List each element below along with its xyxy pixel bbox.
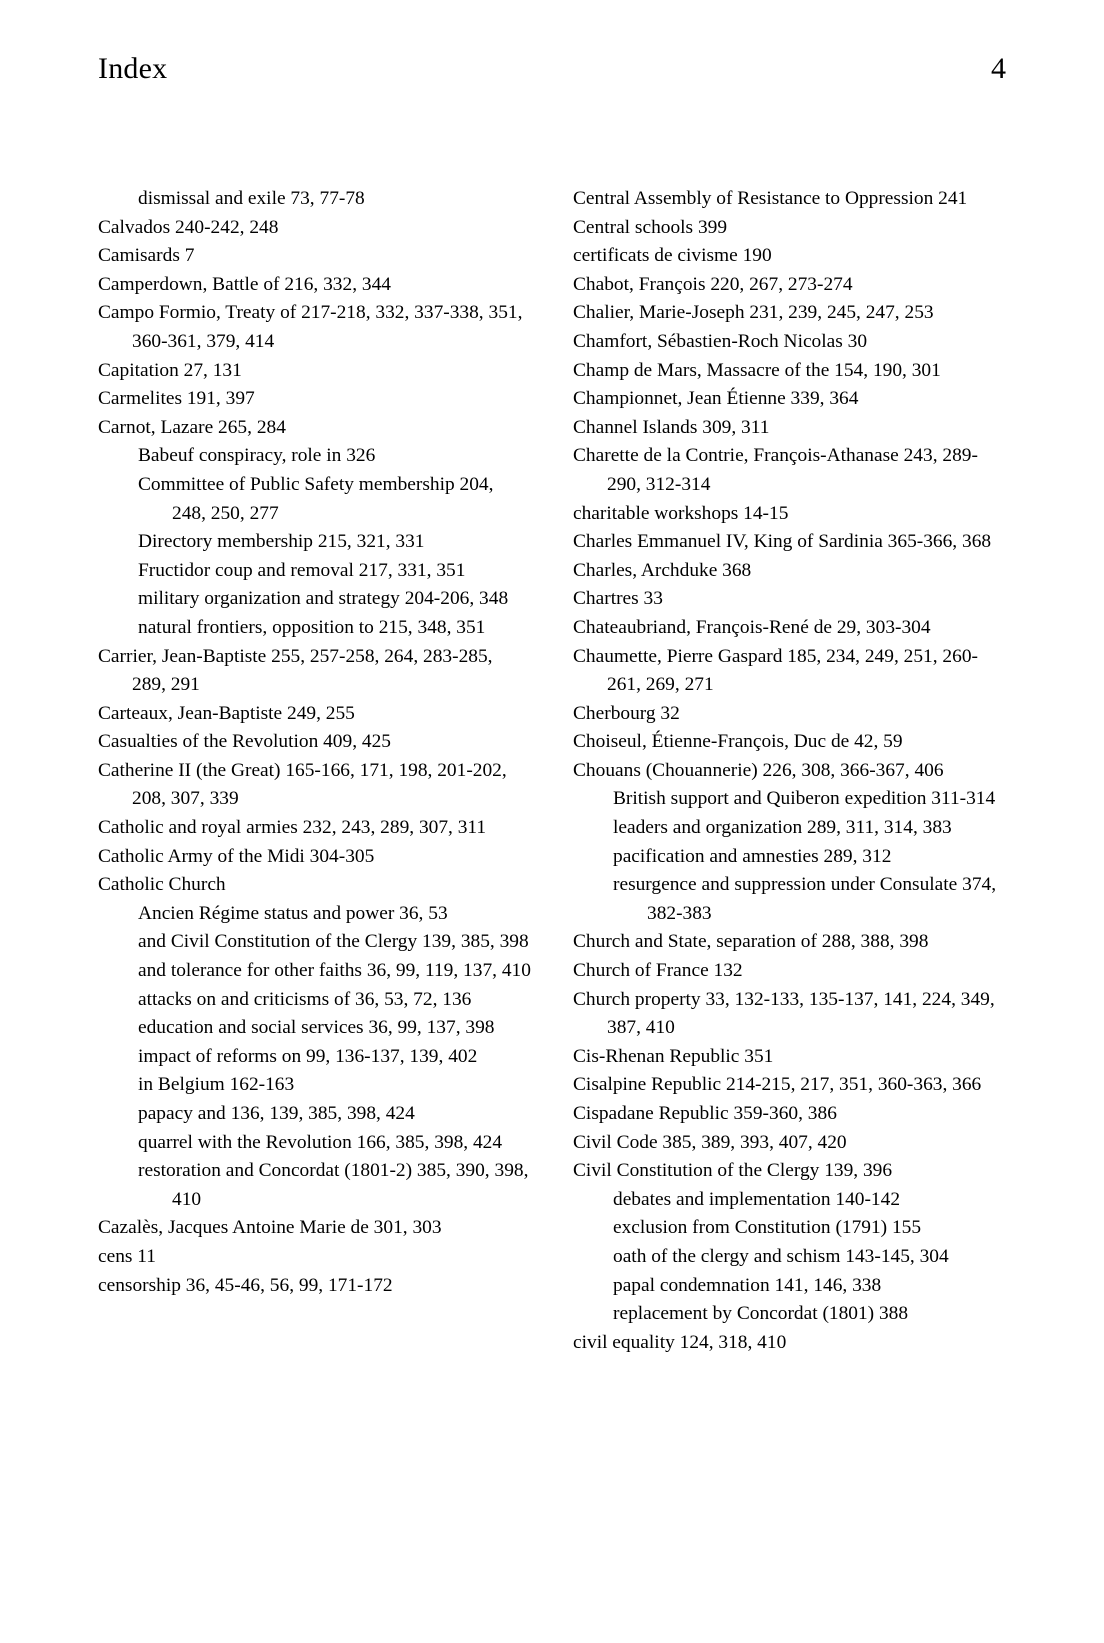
- index-entry: Chouans (Chouannerie) 226, 308, 366-367, 406: [573, 759, 944, 781]
- index-subentry: Babeuf conspiracy, role in 326: [138, 445, 376, 467]
- index-entry: Chalier, Marie-Joseph 231, 239, 245, 247, 253: [573, 302, 934, 324]
- index-subentry: papacy and 136, 139, 385, 398, 424: [138, 1103, 415, 1124]
- index-subentry: and tolerance for other faiths 36, 99, 119, 137, 410: [138, 960, 531, 982]
- index-subentry: Directory membership 215, 321, 331: [138, 531, 425, 553]
- index-entry: Catholic Church: [98, 874, 226, 896]
- index-subentry: restoration and Concordat (1801-2) 385, 390, 398, 410: [138, 1160, 529, 1210]
- index-entry: Catholic Army of the Midi 304-305: [98, 845, 375, 867]
- index-subentry: impact of reforms on 99, 136-137, 139, 402: [138, 1045, 478, 1067]
- index-subentry: natural frontiers, opposition to 215, 348, 351: [138, 616, 486, 638]
- index-entry: Central Assembly of Resistance to Oppression 241: [573, 188, 968, 209]
- page-title: Index: [98, 52, 168, 85]
- index-entry: Church of France 132: [573, 960, 743, 982]
- index-entry: Campo Formio, Treaty of 217-218, 332, 337-338, 351, 360-361, 379, 414: [98, 302, 523, 352]
- index-entry: Choiseul, Étienne-François, Duc de 42, 59: [573, 731, 903, 753]
- index-subentry: resurgence and suppression under Consulate 374, 382-383: [613, 874, 997, 924]
- index-entry: certificats de civisme 190: [573, 245, 772, 267]
- index-body: [98, 185, 1006, 1357]
- index-entry: Cazalès, Jacques Antoine Marie de 301, 303: [98, 1217, 442, 1239]
- index-entry: Civil Code 385, 389, 393, 407, 420: [573, 1131, 847, 1153]
- index-entry: Carnot, Lazare 265, 284: [98, 416, 286, 438]
- index-subentry: military organization and strategy 204-206, 348: [138, 588, 509, 610]
- index-subentry: Committee of Public Safety membership 204, 248, 250, 277: [138, 473, 494, 524]
- index-entry: Charette de la Contrie, François-Athanase 243, 289-290, 312-314: [573, 445, 978, 495]
- index-subentry: replacement by Concordat (1801) 388: [613, 1303, 909, 1325]
- index-entry: Championnet, Jean Étienne 339, 364: [573, 388, 859, 410]
- index-entry: censorship 36, 45-46, 56, 99, 171-172: [98, 1274, 393, 1296]
- index-entry: Church property 33, 132-133, 135-137, 141, 224, 349, 387, 410: [573, 988, 995, 1039]
- index-subentry: exclusion from Constitution (1791) 155: [613, 1217, 922, 1239]
- page-number: 4: [991, 52, 1006, 85]
- index-entry: Cisalpine Republic 214-215, 217, 351, 360-363, 366: [573, 1074, 982, 1096]
- running-head: [98, 52, 1006, 85]
- index-entry: Channel Islands 309, 311: [573, 416, 770, 438]
- index-entry: Casualties of the Revolution 409, 425: [98, 731, 391, 753]
- index-subentry: pacification and amnesties 289, 312: [613, 845, 892, 867]
- index-entry: Carmelites 191, 397: [98, 388, 255, 410]
- index-entry: Catholic and royal armies 232, 243, 289, 307, 311: [98, 817, 487, 839]
- index-entry: cens 11: [98, 1245, 156, 1267]
- index-column-right: [573, 185, 1006, 1357]
- index-column-left: [98, 185, 531, 1357]
- index-subentry: dismissal and exile 73, 77-78: [138, 188, 365, 209]
- index-entry: Carteaux, Jean-Baptiste 249, 255: [98, 702, 355, 724]
- index-entry: Carrier, Jean-Baptiste 255, 257-258, 264, 283-285, 289, 291: [98, 645, 493, 696]
- index-entry: Catherine II (the Great) 165-166, 171, 198, 201-202, 208, 307, 339: [98, 759, 507, 810]
- index-entry: Camisards 7: [98, 245, 195, 267]
- index-entry: Capitation 27, 131: [98, 359, 242, 381]
- index-entry: Chaumette, Pierre Gaspard 185, 234, 249, 251, 260-261, 269, 271: [573, 645, 978, 696]
- index-entry: Civil Constitution of the Clergy 139, 396: [573, 1160, 893, 1182]
- index-subentry: in Belgium 162-163: [138, 1074, 295, 1096]
- index-subentry: education and social services 36, 99, 137, 398: [138, 1017, 495, 1039]
- index-subentry: British support and Quiberon expedition 311-314: [613, 788, 996, 810]
- index-entry: Cis-Rhenan Republic 351: [573, 1045, 774, 1067]
- index-entry: Charles, Archduke 368: [573, 559, 752, 581]
- index-subentry: debates and implementation 140-142: [613, 1188, 901, 1210]
- index-entry: Camperdown, Battle of 216, 332, 344: [98, 273, 391, 295]
- index-entry: Central schools 399: [573, 216, 728, 238]
- index-entry: Chabot, François 220, 267, 273-274: [573, 273, 853, 295]
- index-subentry: and Civil Constitution of the Clergy 139, 385, 398: [138, 931, 529, 953]
- index-entry: Calvados 240-242, 248: [98, 216, 279, 238]
- index-subentry: quarrel with the Revolution 166, 385, 398, 424: [138, 1131, 503, 1153]
- index-subentry: leaders and organization 289, 311, 314, 383: [613, 817, 952, 839]
- index-entry: Charles Emmanuel IV, King of Sardinia 365-366, 368: [573, 531, 992, 553]
- index-subentry: oath of the clergy and schism 143-145, 304: [613, 1245, 949, 1267]
- index-subentry: Ancien Régime status and power 36, 53: [138, 902, 448, 924]
- index-entry: charitable workshops 14-15: [573, 502, 789, 524]
- index-entry: Champ de Mars, Massacre of the 154, 190, 301: [573, 359, 941, 381]
- index-subentry: papal condemnation 141, 146, 338: [613, 1274, 882, 1296]
- index-entry: Chamfort, Sébastien-Roch Nicolas 30: [573, 330, 868, 352]
- index-entry: Cispadane Republic 359-360, 386: [573, 1103, 837, 1124]
- index-entry: Chateaubriand, François-René de 29, 303-304: [573, 616, 931, 638]
- index-entry: Chartres 33: [573, 588, 663, 610]
- index-subentry: Fructidor coup and removal 217, 331, 351: [138, 559, 466, 581]
- index-entry: Cherbourg 32: [573, 702, 680, 724]
- index-entry: civil equality 124, 318, 410: [573, 1331, 787, 1353]
- index-entry: Church and State, separation of 288, 388, 398: [573, 931, 929, 953]
- index-subentry: attacks on and criticisms of 36, 53, 72, 136: [138, 988, 472, 1010]
